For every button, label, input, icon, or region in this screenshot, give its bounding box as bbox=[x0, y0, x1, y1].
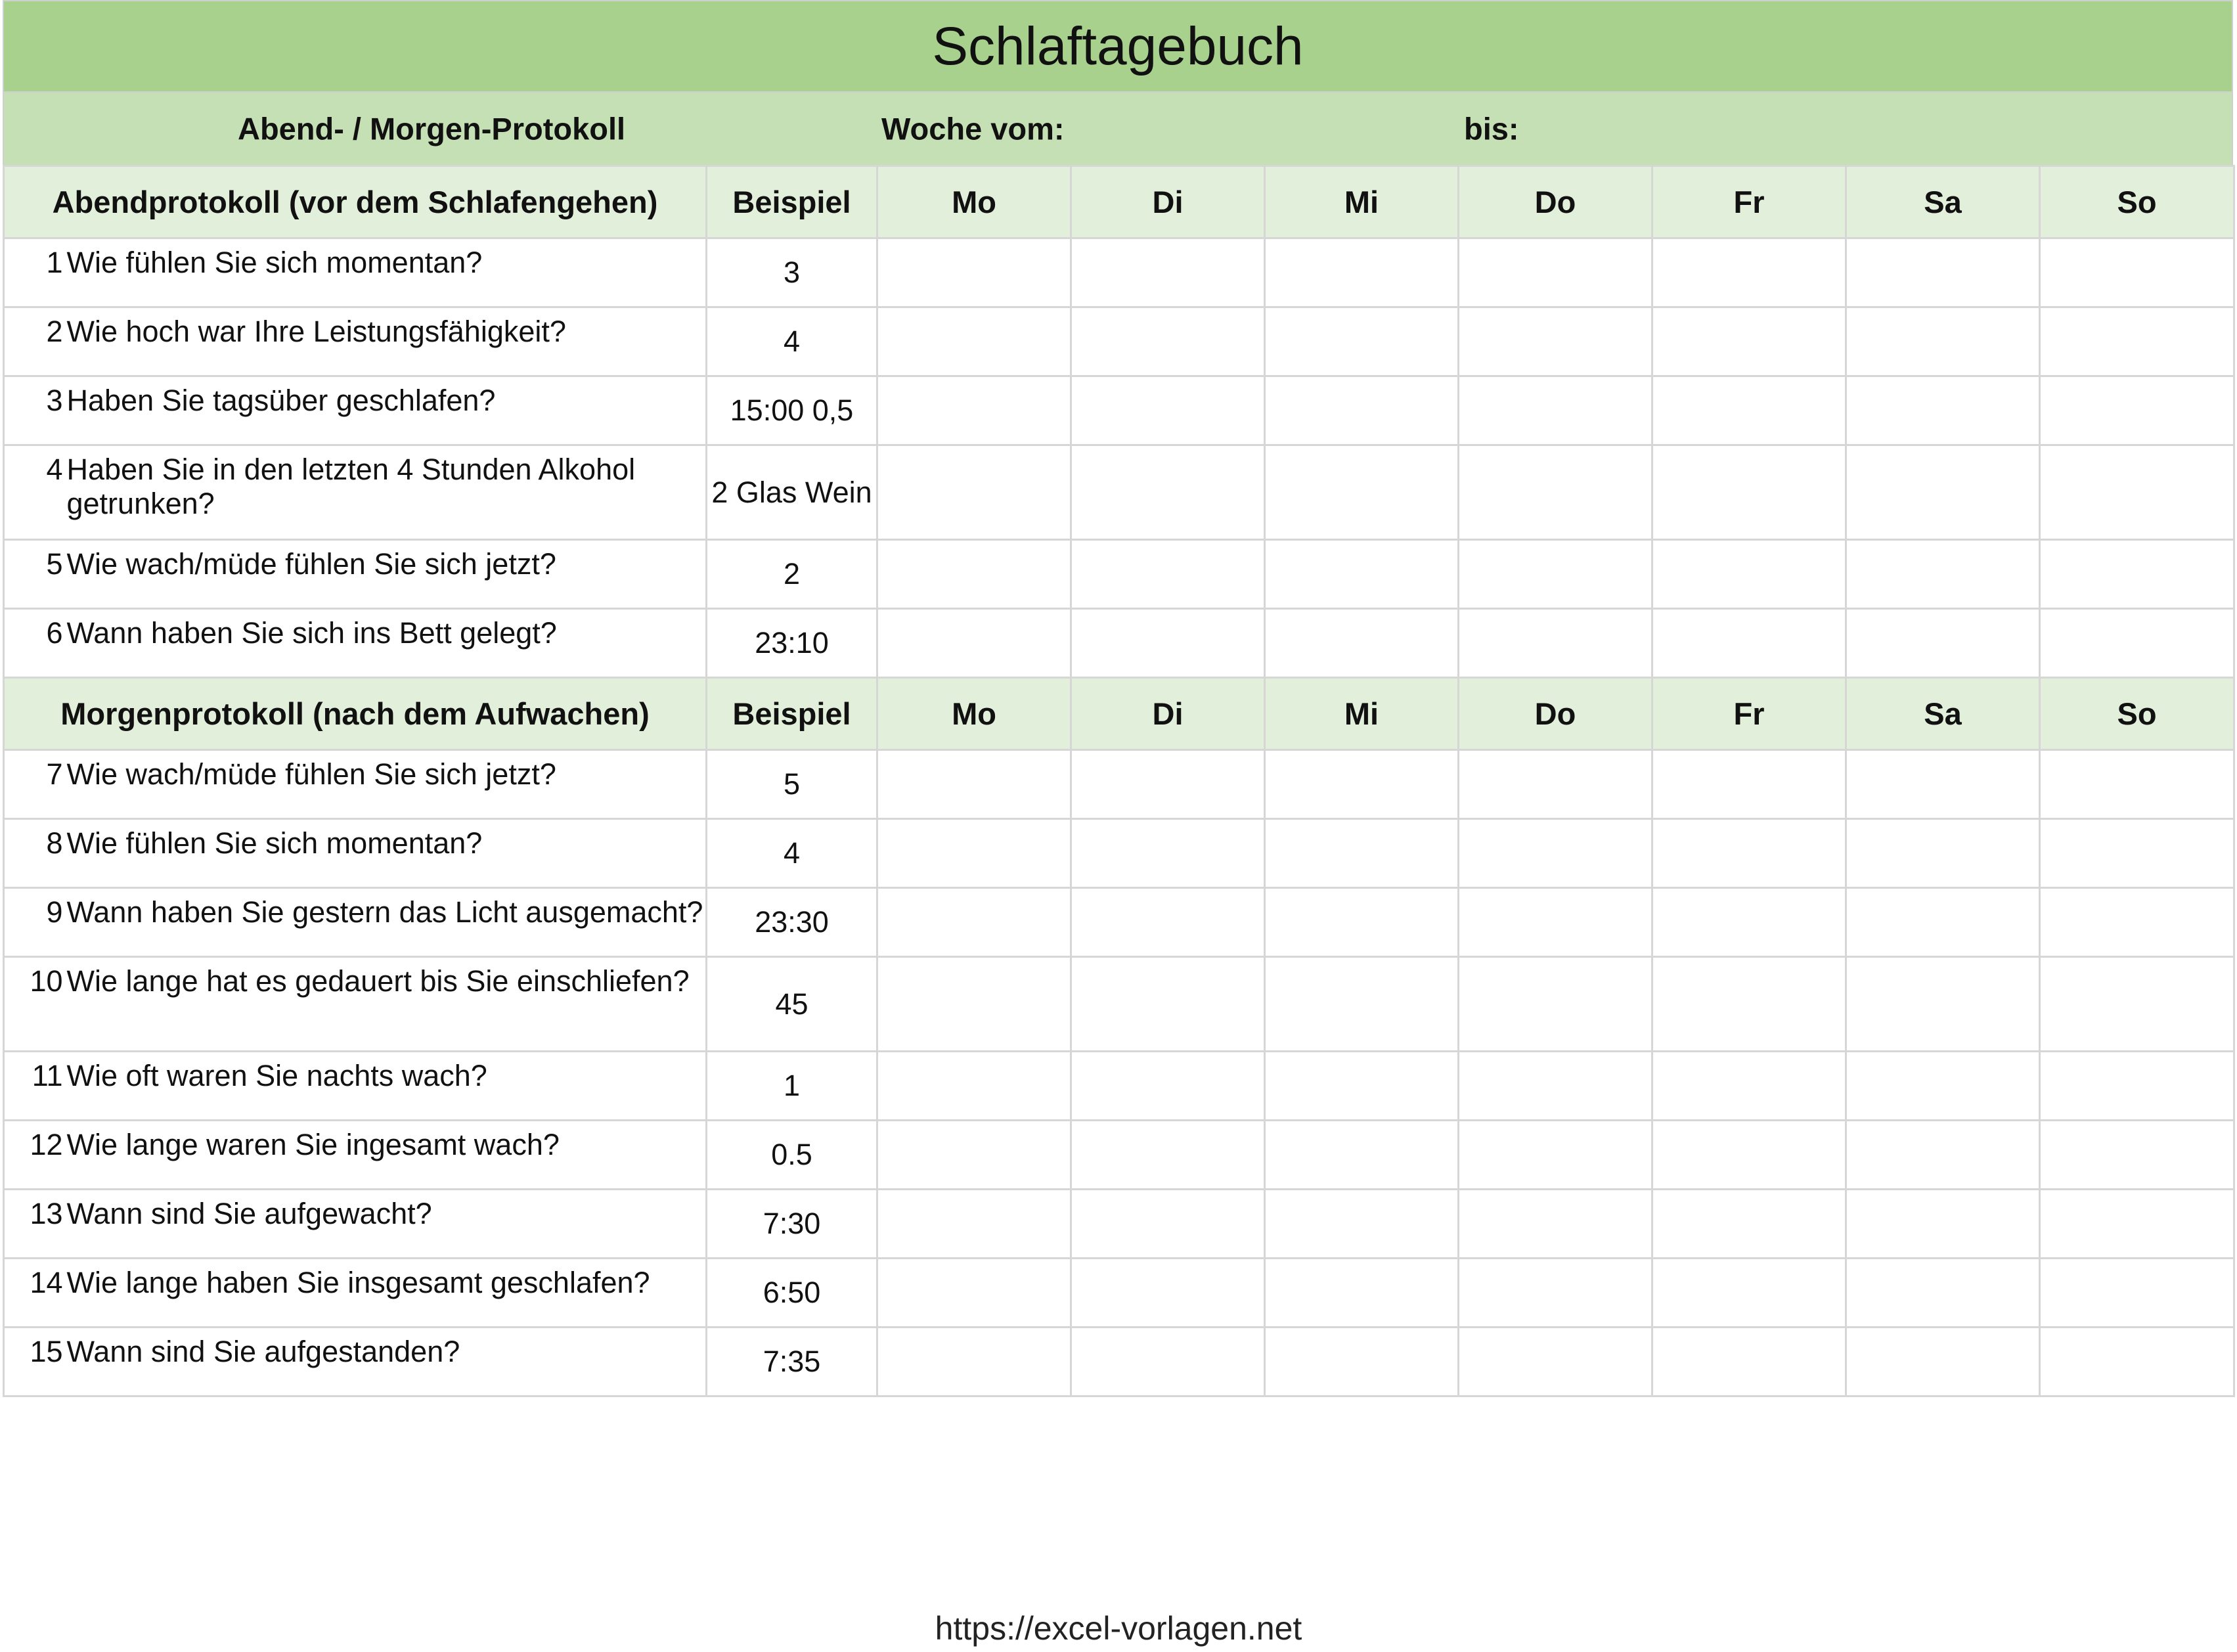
question-number: 10 bbox=[4, 957, 64, 1052]
day-entry-cell[interactable] bbox=[1652, 540, 1846, 609]
day-entry-cell[interactable] bbox=[1459, 238, 1652, 307]
example-value: 45 bbox=[707, 957, 877, 1052]
day-entry-cell[interactable] bbox=[1459, 750, 1652, 819]
day-entry-cell[interactable] bbox=[1265, 609, 1459, 678]
question-row bbox=[4, 1259, 2234, 1328]
day-entry-cell[interactable] bbox=[877, 957, 1071, 1052]
day-entry-cell[interactable] bbox=[2040, 957, 2234, 1052]
question-row bbox=[4, 540, 2234, 609]
example-column-header: Beispiel bbox=[707, 678, 877, 750]
day-entry-cell[interactable] bbox=[2040, 1259, 2234, 1328]
question-text: Wie hoch war Ihre Leistungsfähigkeit? bbox=[64, 307, 707, 376]
day-entry-cell[interactable] bbox=[1652, 1259, 1846, 1328]
day-entry-cell[interactable] bbox=[877, 819, 1071, 888]
week-until-label: bis: bbox=[1464, 111, 1519, 146]
day-entry-cell[interactable] bbox=[2040, 238, 2234, 307]
question-text: Haben Sie tagsüber geschlafen? bbox=[64, 376, 707, 445]
question-number: 5 bbox=[4, 540, 64, 609]
day-entry-cell[interactable] bbox=[2040, 1121, 2234, 1190]
day-entry-cell[interactable] bbox=[877, 1259, 1071, 1328]
question-text: Wie fühlen Sie sich momentan? bbox=[64, 238, 707, 307]
question-text: Wann sind Sie aufgestanden? bbox=[64, 1328, 707, 1396]
question-row bbox=[4, 1052, 2234, 1121]
day-entry-cell[interactable] bbox=[2040, 1190, 2234, 1259]
day-entry-cell[interactable] bbox=[1265, 750, 1459, 819]
day-entry-cell[interactable] bbox=[877, 307, 1071, 376]
day-entry-cell[interactable] bbox=[1071, 609, 1265, 678]
sleep-diary-sheet bbox=[3, 0, 2233, 1397]
day-entry-cell[interactable] bbox=[2040, 1052, 2234, 1121]
example-value: 7:30 bbox=[707, 1190, 877, 1259]
day-entry-cell[interactable] bbox=[1459, 1190, 1652, 1259]
day-entry-cell[interactable] bbox=[1846, 609, 2040, 678]
day-entry-cell[interactable] bbox=[1265, 1259, 1459, 1328]
day-column-header: Mi bbox=[1265, 678, 1459, 750]
day-entry-cell[interactable] bbox=[1265, 1052, 1459, 1121]
day-entry-cell[interactable] bbox=[1652, 1190, 1846, 1259]
question-number: 6 bbox=[4, 609, 64, 678]
day-entry-cell[interactable] bbox=[1652, 957, 1846, 1052]
question-number: 15 bbox=[4, 1328, 64, 1396]
day-entry-cell[interactable] bbox=[1459, 819, 1652, 888]
question-text: Haben Sie in den letzten 4 Stunden Alkohol getrunken? bbox=[64, 445, 707, 540]
protocol-label: Abend- / Morgen-Protokoll bbox=[238, 111, 626, 146]
day-entry-cell[interactable] bbox=[1459, 888, 1652, 957]
page-title: Schlaftagebuch bbox=[3, 0, 2233, 93]
day-entry-cell[interactable] bbox=[877, 238, 1071, 307]
question-number: 14 bbox=[4, 1259, 64, 1328]
question-row bbox=[4, 819, 2234, 888]
question-row bbox=[4, 445, 2234, 540]
day-entry-cell[interactable] bbox=[1652, 609, 1846, 678]
day-entry-cell[interactable] bbox=[1459, 1121, 1652, 1190]
day-entry-cell[interactable] bbox=[877, 445, 1071, 540]
question-row bbox=[4, 1190, 2234, 1259]
day-entry-cell[interactable] bbox=[1071, 307, 1265, 376]
day-entry-cell[interactable] bbox=[2040, 445, 2234, 540]
question-number: 12 bbox=[4, 1121, 64, 1190]
question-number: 9 bbox=[4, 888, 64, 957]
question-text: Wie wach/müde fühlen Sie sich jetzt? bbox=[64, 540, 707, 609]
day-entry-cell[interactable] bbox=[1846, 238, 2040, 307]
question-text: Wie fühlen Sie sich momentan? bbox=[64, 819, 707, 888]
day-entry-cell[interactable] bbox=[2040, 609, 2234, 678]
day-entry-cell[interactable] bbox=[1265, 1121, 1459, 1190]
day-entry-cell[interactable] bbox=[1459, 1328, 1652, 1396]
example-value: 23:30 bbox=[707, 888, 877, 957]
day-entry-cell[interactable] bbox=[1846, 307, 2040, 376]
example-value: 23:10 bbox=[707, 609, 877, 678]
day-entry-cell[interactable] bbox=[877, 750, 1071, 819]
day-column-header: So bbox=[2040, 678, 2234, 750]
question-text: Wann sind Sie aufgewacht? bbox=[64, 1190, 707, 1259]
evening-section-title: Abendprotokoll (vor dem Schlafengehen) bbox=[4, 166, 707, 238]
day-entry-cell[interactable] bbox=[1459, 609, 1652, 678]
day-entry-cell[interactable] bbox=[1652, 1328, 1846, 1396]
day-entry-cell[interactable] bbox=[2040, 376, 2234, 445]
example-value: 2 bbox=[707, 540, 877, 609]
question-row bbox=[4, 888, 2234, 957]
question-text: Wie lange waren Sie ingesamt wach? bbox=[64, 1121, 707, 1190]
day-entry-cell[interactable] bbox=[1265, 307, 1459, 376]
question-row bbox=[4, 1121, 2234, 1190]
question-row bbox=[4, 376, 2234, 445]
day-entry-cell[interactable] bbox=[1846, 957, 2040, 1052]
day-entry-cell[interactable] bbox=[877, 376, 1071, 445]
evening-header-row bbox=[4, 166, 2234, 238]
day-entry-cell[interactable] bbox=[1652, 307, 1846, 376]
day-entry-cell[interactable] bbox=[1265, 819, 1459, 888]
example-value: 5 bbox=[707, 750, 877, 819]
day-entry-cell[interactable] bbox=[1265, 376, 1459, 445]
day-entry-cell[interactable] bbox=[1846, 750, 2040, 819]
day-entry-cell[interactable] bbox=[1846, 1328, 2040, 1396]
day-entry-cell[interactable] bbox=[2040, 819, 2234, 888]
day-entry-cell[interactable] bbox=[1652, 445, 1846, 540]
day-column-header: So bbox=[2040, 166, 2234, 238]
day-entry-cell[interactable] bbox=[877, 609, 1071, 678]
day-entry-cell[interactable] bbox=[2040, 750, 2234, 819]
day-entry-cell[interactable] bbox=[1459, 445, 1652, 540]
day-entry-cell[interactable] bbox=[1652, 1121, 1846, 1190]
day-entry-cell[interactable] bbox=[1071, 819, 1265, 888]
question-row bbox=[4, 238, 2234, 307]
day-entry-cell[interactable] bbox=[1265, 957, 1459, 1052]
day-entry-cell[interactable] bbox=[1071, 957, 1265, 1052]
day-entry-cell[interactable] bbox=[1459, 957, 1652, 1052]
example-value: 4 bbox=[707, 307, 877, 376]
week-from-label: Woche vom: bbox=[881, 111, 1065, 146]
day-entry-cell[interactable] bbox=[1846, 1052, 2040, 1121]
day-entry-cell[interactable] bbox=[1071, 376, 1265, 445]
question-text: Wann haben Sie sich ins Bett gelegt? bbox=[64, 609, 707, 678]
question-row bbox=[4, 957, 2234, 1052]
day-entry-cell[interactable] bbox=[1071, 1052, 1265, 1121]
question-number: 1 bbox=[4, 238, 64, 307]
day-entry-cell[interactable] bbox=[877, 1190, 1071, 1259]
day-entry-cell[interactable] bbox=[1459, 1052, 1652, 1121]
day-column-header: Do bbox=[1459, 678, 1652, 750]
day-column-header: Sa bbox=[1846, 678, 2040, 750]
day-entry-cell[interactable] bbox=[1459, 1259, 1652, 1328]
day-entry-cell[interactable] bbox=[877, 540, 1071, 609]
day-entry-cell[interactable] bbox=[1071, 1190, 1265, 1259]
question-number: 3 bbox=[4, 376, 64, 445]
question-number: 2 bbox=[4, 307, 64, 376]
example-value: 2 Glas Wein bbox=[707, 445, 877, 540]
day-column-header: Fr bbox=[1652, 166, 1846, 238]
day-entry-cell[interactable] bbox=[1265, 1190, 1459, 1259]
day-entry-cell[interactable] bbox=[1652, 888, 1846, 957]
day-column-header: Di bbox=[1071, 678, 1265, 750]
example-value: 6:50 bbox=[707, 1259, 877, 1328]
diary-table bbox=[3, 165, 2235, 1397]
day-entry-cell[interactable] bbox=[877, 888, 1071, 957]
day-entry-cell[interactable] bbox=[1071, 445, 1265, 540]
day-entry-cell[interactable] bbox=[1265, 1328, 1459, 1396]
day-entry-cell[interactable] bbox=[1652, 750, 1846, 819]
day-entry-cell[interactable] bbox=[1265, 540, 1459, 609]
day-entry-cell[interactable] bbox=[1652, 819, 1846, 888]
day-entry-cell[interactable] bbox=[1459, 307, 1652, 376]
day-entry-cell[interactable] bbox=[1071, 888, 1265, 957]
question-text: Wann haben Sie gestern das Licht ausgemacht? bbox=[64, 888, 707, 957]
day-column-header: Mo bbox=[877, 678, 1071, 750]
day-entry-cell[interactable] bbox=[1846, 540, 2040, 609]
day-column-header: Sa bbox=[1846, 166, 2040, 238]
example-value: 3 bbox=[707, 238, 877, 307]
day-entry-cell[interactable] bbox=[1652, 1052, 1846, 1121]
day-entry-cell[interactable] bbox=[1071, 750, 1265, 819]
example-value: 0.5 bbox=[707, 1121, 877, 1190]
day-entry-cell[interactable] bbox=[2040, 1328, 2234, 1396]
question-number: 13 bbox=[4, 1190, 64, 1259]
question-row bbox=[4, 609, 2234, 678]
day-entry-cell[interactable] bbox=[1846, 888, 2040, 957]
morning-header-row bbox=[4, 678, 2234, 750]
day-entry-cell[interactable] bbox=[1846, 819, 2040, 888]
day-entry-cell[interactable] bbox=[877, 1121, 1071, 1190]
day-entry-cell[interactable] bbox=[1846, 1121, 2040, 1190]
day-entry-cell[interactable] bbox=[877, 1052, 1071, 1121]
day-entry-cell[interactable] bbox=[877, 1328, 1071, 1396]
footer-url[interactable]: https://excel-vorlagen.net bbox=[935, 1610, 1302, 1647]
day-entry-cell[interactable] bbox=[1265, 888, 1459, 957]
day-entry-cell[interactable] bbox=[1071, 238, 1265, 307]
question-text: Wie lange haben Sie insgesamt geschlafen? bbox=[64, 1259, 707, 1328]
example-value: 1 bbox=[707, 1052, 877, 1121]
day-entry-cell[interactable] bbox=[1846, 445, 2040, 540]
question-text: Wie lange hat es gedauert bis Sie einschliefen? bbox=[64, 957, 707, 1052]
example-value: 15:00 0,5 bbox=[707, 376, 877, 445]
day-entry-cell[interactable] bbox=[1846, 376, 2040, 445]
question-text: Wie oft waren Sie nachts wach? bbox=[64, 1052, 707, 1121]
day-entry-cell[interactable] bbox=[1265, 238, 1459, 307]
day-column-header: Fr bbox=[1652, 678, 1846, 750]
day-column-header: Mi bbox=[1265, 166, 1459, 238]
day-entry-cell[interactable] bbox=[2040, 888, 2234, 957]
day-entry-cell[interactable] bbox=[1459, 540, 1652, 609]
day-entry-cell[interactable] bbox=[1071, 1121, 1265, 1190]
day-entry-cell[interactable] bbox=[2040, 307, 2234, 376]
day-entry-cell[interactable] bbox=[1652, 238, 1846, 307]
question-number: 7 bbox=[4, 750, 64, 819]
morning-section-title: Morgenprotokoll (nach dem Aufwachen) bbox=[4, 678, 707, 750]
day-entry-cell[interactable] bbox=[1071, 1259, 1265, 1328]
day-entry-cell[interactable] bbox=[1071, 1328, 1265, 1396]
question-number: 4 bbox=[4, 445, 64, 540]
example-column-header: Beispiel bbox=[707, 166, 877, 238]
day-entry-cell[interactable] bbox=[1459, 376, 1652, 445]
subheader-row bbox=[3, 93, 2233, 165]
day-column-header: Di bbox=[1071, 166, 1265, 238]
question-row bbox=[4, 1328, 2234, 1396]
day-column-header: Mo bbox=[877, 166, 1071, 238]
day-column-header: Do bbox=[1459, 166, 1652, 238]
question-text: Wie wach/müde fühlen Sie sich jetzt? bbox=[64, 750, 707, 819]
day-entry-cell[interactable] bbox=[1071, 540, 1265, 609]
day-entry-cell[interactable] bbox=[1652, 376, 1846, 445]
day-entry-cell[interactable] bbox=[1265, 445, 1459, 540]
day-entry-cell[interactable] bbox=[2040, 540, 2234, 609]
question-row bbox=[4, 750, 2234, 819]
question-number: 11 bbox=[4, 1052, 64, 1121]
day-entry-cell[interactable] bbox=[1846, 1259, 2040, 1328]
example-value: 4 bbox=[707, 819, 877, 888]
question-number: 8 bbox=[4, 819, 64, 888]
question-row bbox=[4, 307, 2234, 376]
day-entry-cell[interactable] bbox=[1846, 1190, 2040, 1259]
example-value: 7:35 bbox=[707, 1328, 877, 1396]
